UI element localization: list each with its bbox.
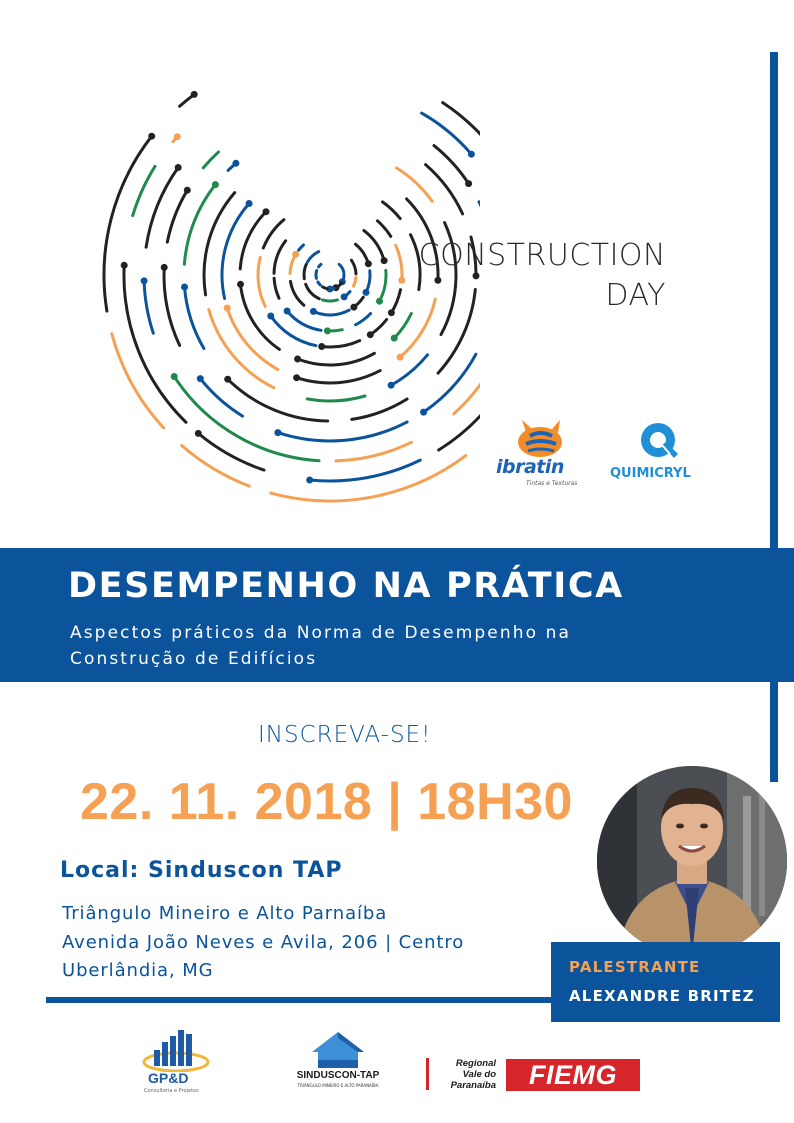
address-line: Triângulo Mineiro e Alto Parnaíba bbox=[62, 903, 388, 924]
swirl-arc bbox=[203, 152, 218, 168]
fiemg-box bbox=[506, 1059, 640, 1091]
quimicryl-wordmark: QUIMICRYL bbox=[610, 466, 691, 481]
swirl-arc bbox=[263, 220, 284, 248]
swirl-dot bbox=[212, 181, 219, 188]
swirl-arc bbox=[356, 244, 369, 264]
fiemg-logo bbox=[426, 1056, 646, 1096]
swirl-dot bbox=[376, 298, 383, 305]
swirl-arc bbox=[323, 287, 328, 289]
swirl-arc bbox=[380, 270, 386, 301]
swirl-arc bbox=[391, 355, 427, 385]
swirl-dot bbox=[121, 262, 128, 269]
speaker-role: PALESTRANTE bbox=[569, 958, 701, 976]
swirl-dot bbox=[318, 343, 325, 350]
swirl-dot bbox=[306, 477, 313, 484]
swirl-dot bbox=[148, 133, 155, 140]
swirl-arc bbox=[222, 204, 249, 299]
swirl-dot bbox=[237, 281, 244, 288]
swirl-arc bbox=[339, 264, 344, 272]
swirl-arc bbox=[304, 264, 306, 278]
ibratin-tagline: Tintas e Texturas bbox=[526, 480, 578, 487]
fiemg-label-line: Regional bbox=[455, 1058, 496, 1069]
sinduscon-logo bbox=[292, 1030, 384, 1100]
swirl-dot bbox=[184, 187, 191, 194]
swirl-dot bbox=[224, 305, 231, 312]
swirl-arc bbox=[323, 300, 338, 301]
swirl-arc bbox=[316, 271, 317, 279]
swirl-arc bbox=[297, 371, 381, 383]
swirl-arc bbox=[167, 190, 187, 242]
gpd-logo bbox=[140, 1026, 212, 1098]
swirl-arc bbox=[307, 396, 365, 401]
building-bars-icon bbox=[140, 1026, 212, 1072]
swirl-dot bbox=[363, 289, 370, 296]
subscribe-cta[interactable]: INSCREVA-SE! bbox=[258, 722, 432, 748]
swirl-arc bbox=[313, 310, 349, 315]
swirl-dot bbox=[381, 257, 388, 264]
swirl-arc bbox=[133, 166, 155, 215]
swirl-dot bbox=[465, 180, 472, 187]
fiemg-regional-label bbox=[434, 1058, 496, 1091]
event-venue: Local: Sinduscon TAP bbox=[60, 858, 343, 883]
swirl-dot bbox=[350, 304, 357, 311]
swirl-arc bbox=[291, 281, 304, 305]
swirl-arc bbox=[356, 314, 371, 325]
speaker-card bbox=[551, 942, 780, 1022]
swirl-arc bbox=[306, 284, 320, 298]
quimicryl-logo bbox=[604, 420, 714, 488]
swirl-arc bbox=[185, 287, 204, 349]
swirl-dot bbox=[367, 331, 374, 338]
swirl-arc bbox=[322, 341, 360, 347]
swirl-arc bbox=[209, 310, 274, 388]
swirl-dot bbox=[274, 429, 281, 436]
swirl-dot bbox=[171, 373, 178, 380]
swirl-arc bbox=[454, 369, 480, 413]
swirl-dot bbox=[388, 382, 395, 389]
swirl-arc bbox=[426, 165, 463, 214]
swirl-dot bbox=[388, 309, 395, 316]
speaker-portrait-icon bbox=[597, 766, 787, 956]
swirl-arc bbox=[308, 252, 319, 262]
swirl-dot bbox=[324, 327, 331, 334]
fiemg-red-bar bbox=[426, 1058, 429, 1090]
swirl-arc bbox=[271, 316, 316, 346]
swirl-arc bbox=[396, 245, 402, 280]
swirl-dot bbox=[365, 260, 372, 267]
gpd-tagline: Consultoria e Projetos bbox=[144, 1088, 199, 1094]
address-line: Uberlândia, MG bbox=[62, 960, 214, 981]
sinduscon-tagline: TRIÂNGULO MINEIRO E ALTO PARANAÍBA bbox=[297, 1083, 379, 1088]
swirl-arc bbox=[184, 185, 215, 265]
swirl-arc bbox=[391, 290, 400, 313]
swirl-dot bbox=[141, 277, 148, 284]
swirl-dot bbox=[468, 151, 475, 158]
swirl-arc bbox=[240, 212, 266, 269]
speaker-photo bbox=[597, 766, 787, 956]
swirl-arc bbox=[204, 193, 235, 295]
swirl-dot bbox=[397, 354, 404, 361]
event-datetime: 22. 11. 2018 | 18H30 bbox=[80, 773, 573, 831]
fiemg-wordmark: FIEMG bbox=[529, 1060, 617, 1090]
swirl-arc bbox=[383, 202, 401, 219]
event-title: DESEMPENHO NA PRÁTICA bbox=[68, 566, 624, 606]
swirl-dot bbox=[292, 251, 299, 258]
swirl-dot bbox=[294, 356, 301, 363]
sinduscon-wordmark: SINDUSCON-TAP bbox=[296, 1070, 380, 1081]
divider-line bbox=[46, 997, 552, 1003]
swirl-dot bbox=[391, 335, 398, 342]
swirl-arc bbox=[278, 422, 407, 441]
swirl-arc bbox=[258, 258, 265, 307]
speaker-name: ALEXANDRE BRITEZ bbox=[569, 987, 755, 1005]
swirl-arc bbox=[124, 265, 186, 422]
ibratin-wordmark: ibratin bbox=[496, 456, 564, 478]
swirl-dot bbox=[224, 376, 231, 383]
swirl-arc bbox=[319, 264, 321, 267]
swirl-dot bbox=[310, 308, 317, 315]
event-address bbox=[62, 900, 464, 986]
swirl-arc bbox=[299, 245, 304, 250]
swirl-arc bbox=[298, 353, 375, 365]
house-roof-icon bbox=[292, 1030, 384, 1070]
swirl-arc bbox=[397, 168, 433, 201]
event-subtitle-line1: Aspectos práticos da Norma de Desempenho na bbox=[70, 623, 571, 643]
ibratin-logo bbox=[496, 418, 592, 490]
swirl-arc bbox=[352, 399, 407, 419]
swirl-dot bbox=[174, 133, 181, 140]
swirl-dot bbox=[293, 374, 300, 381]
brand-title bbox=[410, 236, 666, 316]
brand-title-line1: CONSTRUCTION bbox=[418, 238, 666, 273]
swirl-dot bbox=[284, 308, 291, 315]
swirl-dot bbox=[263, 208, 270, 215]
swirl-arc bbox=[394, 314, 411, 339]
swirl-arc bbox=[200, 379, 242, 417]
swirl-dot bbox=[267, 313, 274, 320]
swirl-dot bbox=[195, 430, 202, 437]
swirl-arc bbox=[354, 277, 356, 286]
swirl-arc bbox=[310, 460, 421, 481]
swirl-arc bbox=[182, 446, 250, 487]
swirl-dot bbox=[161, 264, 168, 271]
swirl-dot bbox=[398, 277, 405, 284]
swirl-dot bbox=[246, 200, 253, 207]
swirl-dot bbox=[341, 293, 348, 300]
swirl-arc bbox=[144, 281, 153, 333]
event-subtitle-line2: Construção de Edifícios bbox=[70, 649, 318, 669]
swirl-arc bbox=[424, 354, 476, 412]
q-circle-icon bbox=[604, 420, 714, 466]
swirl-arc bbox=[318, 282, 320, 285]
swirl-arc bbox=[146, 168, 178, 248]
swirl-arc bbox=[164, 267, 180, 345]
fiemg-label-line: Vale do bbox=[462, 1069, 496, 1080]
swirl-dot bbox=[181, 284, 188, 291]
event-subtitle bbox=[70, 620, 730, 672]
fiemg-label-line: Paranaíba bbox=[450, 1080, 496, 1091]
swirl-arc bbox=[274, 278, 279, 298]
swirl-dot bbox=[232, 160, 239, 167]
swirl-dot bbox=[175, 164, 182, 171]
swirl-dot bbox=[191, 91, 198, 98]
swirl-arc bbox=[377, 221, 390, 237]
swirl-dot bbox=[420, 409, 427, 416]
address-line: Avenida João Neves e Avila, 206 | Centro bbox=[62, 931, 465, 953]
swirl-arc bbox=[336, 442, 411, 461]
right-accent-line bbox=[770, 52, 778, 552]
swirl-arc bbox=[274, 241, 286, 273]
swirl-dot bbox=[197, 375, 204, 382]
gpd-wordmark: GP&D bbox=[148, 1070, 189, 1086]
right-accent-line-lower bbox=[770, 682, 778, 782]
swirl-arc bbox=[351, 260, 356, 274]
brand-title-line2: DAY bbox=[605, 278, 666, 313]
